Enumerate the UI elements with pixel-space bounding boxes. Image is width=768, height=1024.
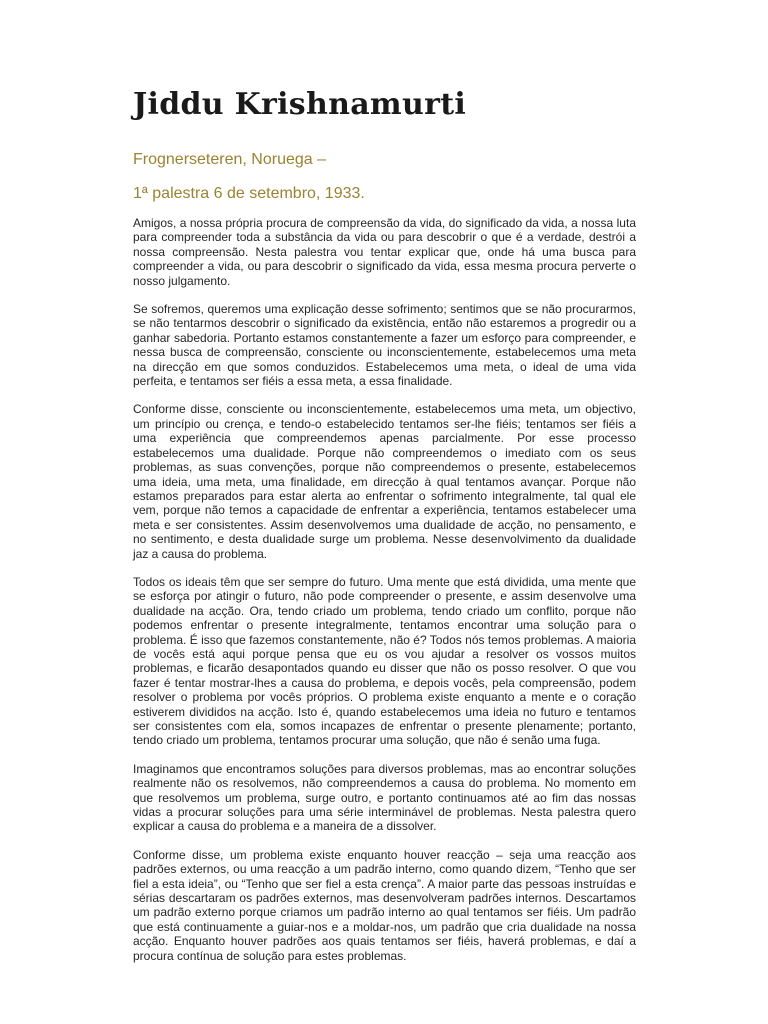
page-title: Jiddu Krishnamurti bbox=[133, 87, 467, 122]
document-page bbox=[133, 86, 636, 977]
paragraph-3: Conforme disse, consciente ou inconscientemente, estabelecemos uma meta, um objectivo, um princípio ou crença, e tendo-o estabelecido tentamos ser-lhe fiéis; tentamos ser fiéis a uma experiência que compreendemos apenas parcialmente. Por esse processo estabelecemos uma dualidade. Porque não compreendemos o imediato com os seus problemas, as suas convenções, porque não compreendemos o presente, estabelecemos uma ideia, uma meta, uma finalidade, em direcção à qual tentamos avançar. Porque não estamos preparados para estar alerta ao enfrentar o sofrimento integralmente, tal qual ele vem, porque não temos a capacidade de enfrentar a experiência, tentamos estabelecer uma meta e ser consistentes. Assim desenvolvemos uma dualidade de acção, no pensamento, e no sentimento, e desta dualidade surge um problema. Nesse desenvolvimento da dualidade jaz a causa do problema. bbox=[133, 402, 636, 561]
paragraph-4: Todos os ideais têm que ser sempre do futuro. Uma mente que está dividida, uma mente que se esforça por atingir o futuro, não pode compreender o presente, e assim desenvolve uma dualidade na acção. Ora, tendo criado um problema, tendo criado um conflito, porque não podemos enfrentar o presente integralmente, tentamos encontrar uma solução para o problema. É isso que fazemos constantemente, não é? Todos nós temos problemas. A maioria de vocês está aqui porque pensa que eu os vou ajudar a resolver os vossos muitos problemas, e ficarão desapontados quando eu disser que não os posso resolver. O que vou fazer é tentar mostrar-lhes a causa do problema, e depois vocês, pela compreensão, podem resolver o problema por vocês próprios. O problema existe enquanto a mente e o coração estiverem divididos na acção. Isto é, quando estabelecemos uma ideia no futuro e tentamos ser consistentes com ela, somos incapazes de enfrentar o presente plenamente; portanto, tendo criado um problema, tentamos procurar uma solução, que não é senão uma fuga. bbox=[133, 574, 636, 748]
paragraph-1: Amigos, a nossa própria procura de compreensão da vida, do significado da vida, a nossa luta para compreender toda a substância da vida ou para descobrir o que é a verdade, destrói a nossa compreensão. Nesta palestra vou tentar explicar que, onde há uma busca para compreender a vida, ou para descobrir o significado da vida, essa mesma procura perverte o nosso julgamento. bbox=[133, 216, 636, 288]
paragraph-5: Imaginamos que encontramos soluções para diversos problemas, mas ao encontrar soluções realmente não os resolvemos, não compreendemos a causa do problema. No momento em que resolvemos um problema, surge outro, e portanto continuamos até ao fim das nossas vidas a procurar soluções para uma série interminável de problemas. Nesta palestra quero explicar a causa do problema e a maneira de a dissolver. bbox=[133, 761, 636, 834]
paragraph-2: Se sofremos, queremos uma explicação desse sofrimento; sentimos que se não procurarmos, se não tentarmos descobrir o significado da existência, então não estaremos a progredir ou a ganhar sabedoria. Portanto estamos constantemente a fazer um esforço para compreender, e nessa busca de compreensão, consciente ou inconscientemente, estabelecemos uma meta na direcção em que somos conduzidos. Estabelecemos uma meta, o ideal de uma vida perfeita, e tentamos ser fiéis a essa meta, a essa finalidade. bbox=[133, 302, 636, 389]
paragraph-6: Conforme disse, um problema existe enquanto houver reacção – seja uma reacção aos padrões externos, ou uma reacção a um padrão interno, como quando dizem, “Tenho que ser fiel a esta ideia”, ou “Tenho que ser fiel a esta crença”. A maior parte das pessoas instruídas e sérias descartaram os padrões externos, mas desenvolveram padrões internos. Descartamos um padrão externo porque criamos um padrão interno ao qual tentamos ser fiéis. Um padrão que está continuamente a guiar-nos e a moldar-nos, um padrão que cria dualidade na nossa acção. Enquanto houver padrões aos quais tentamos ser fiéis, haverá problemas, e daí a procura contínua de solução para estes problemas. bbox=[133, 847, 636, 963]
location-subtitle: Frognerseteren, Noruega – bbox=[133, 151, 326, 168]
talk-date-subtitle: 1ª palestra 6 de setembro, 1933. bbox=[133, 185, 365, 202]
